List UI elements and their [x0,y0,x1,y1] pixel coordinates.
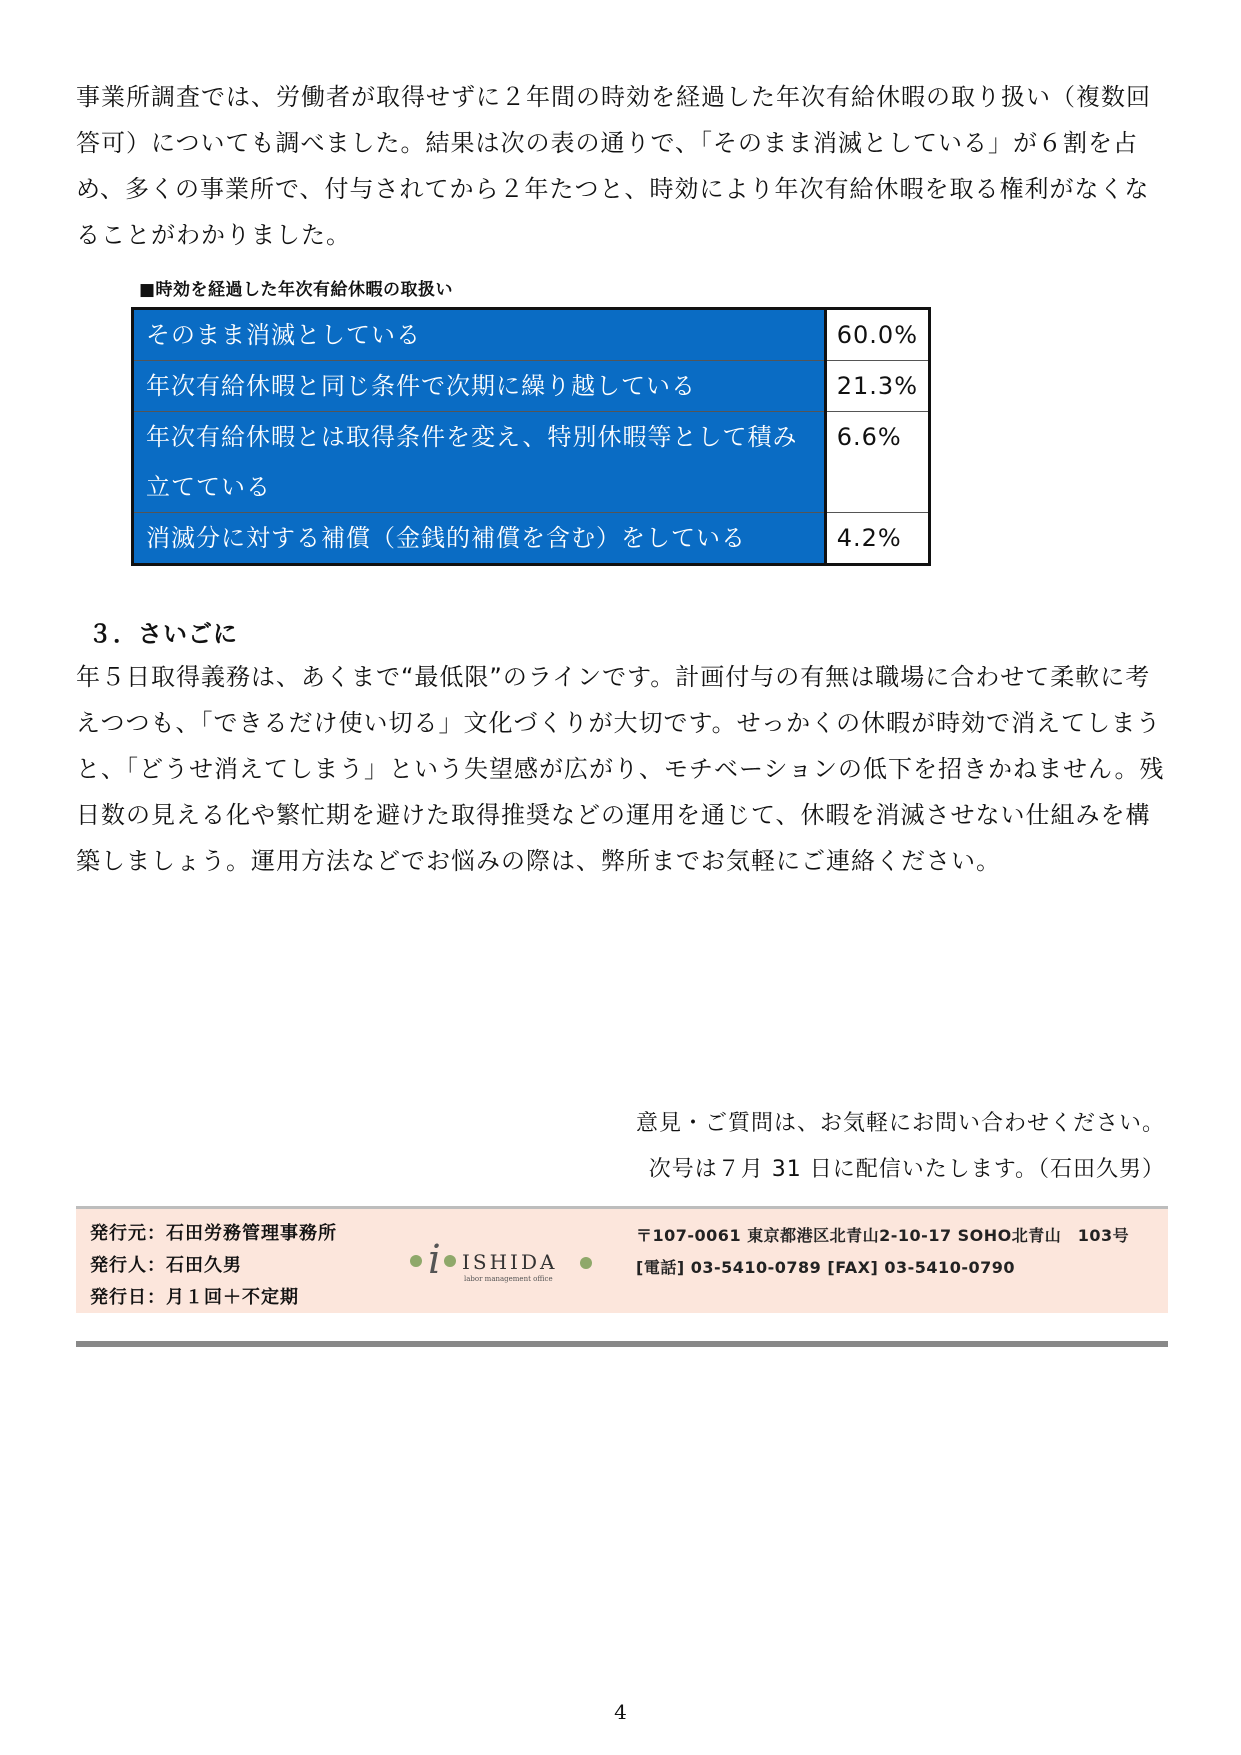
publisher-line: 発行元：石田労務管理事務所 [90,1223,337,1244]
results-table [131,307,931,566]
issue-date-line: 発行日：月１回＋不定期 [90,1287,299,1308]
next-issue-note: 次号は７月 31 日に配信いたします。（石田久男） [648,1157,1165,1182]
row-value: 6.6% [825,412,929,513]
address-line: 〒107-0061 東京都港区北青山2-10-17 SOHO北青山 103号 [636,1226,1130,1245]
table-row [133,309,930,361]
logo-dot-icon [444,1255,456,1267]
section-title: ３．さいごに [88,620,238,648]
intro-paragraph: 事業所調査では、労働者が取得せずに２年間の時効を経過した年次有給休暇の取り扱い（複数回答可）についても調べました。結果は次の表の通りで、「そのまま消滅としている」が６割を占め、多くの事業所で、付与されてから２年たつと、時効により年次有給休暇を取る権利がなくなることがわかりました。 [76,83,1151,249]
contact-note: 意見・ご質問は、お気軽にお問い合わせください。 [635,1111,1165,1136]
table-row [133,513,930,565]
logo-dot-icon [580,1257,592,1269]
row-label: 年次有給休暇とは取得条件を変え、特別休暇等として積み立てている [133,412,826,513]
page-number: 4 [614,1700,627,1724]
editor-line: 発行人：石田久男 [90,1255,242,1276]
phone-fax-line: [電話] 03-5410-0789 [FAX] 03-5410-0790 [636,1258,1015,1277]
logo-dot-icon [410,1255,422,1267]
row-value: 60.0% [825,309,929,361]
table-row [133,412,930,513]
row-label: 消滅分に対する補償（金銭的補償を含む）をしている [133,513,826,565]
row-value: 4.2% [825,513,929,565]
table-caption: ■時効を経過した年次有給休暇の取扱い [139,280,454,300]
row-label: 年次有給休暇と同じ条件で次期に繰り越している [133,361,826,412]
logo-mark-icon: i [428,1237,441,1283]
publisher-footer [76,1206,1168,1313]
closing-paragraph: 年５日取得義務は、あくまで“最低限”のラインです。計画付与の有無は職場に合わせて柔軟に考えつつも、「できるだけ使い切る」文化づくりが大切です。せっかくの休暇が時効で消えてしまうと、「どうせ消えてしまう」という失望感が広がり、モチベーションの低下を招きかねません。残日数の見える化や繁忙期を避けた取得推奨などの運用を通じて、休暇を消滅させない仕組みを構築しましょう。運用方法などでお悩みの際は、弊所までお気軽にご連絡ください。 [76,663,1165,875]
logo-text: ISHIDA [462,1250,558,1274]
logo-subtext: labor management office [464,1275,553,1283]
ishida-logo [406,1229,606,1289]
footer-divider [76,1341,1168,1347]
row-value: 21.3% [825,361,929,412]
table-row [133,361,930,412]
row-label: そのまま消滅としている [133,309,826,361]
